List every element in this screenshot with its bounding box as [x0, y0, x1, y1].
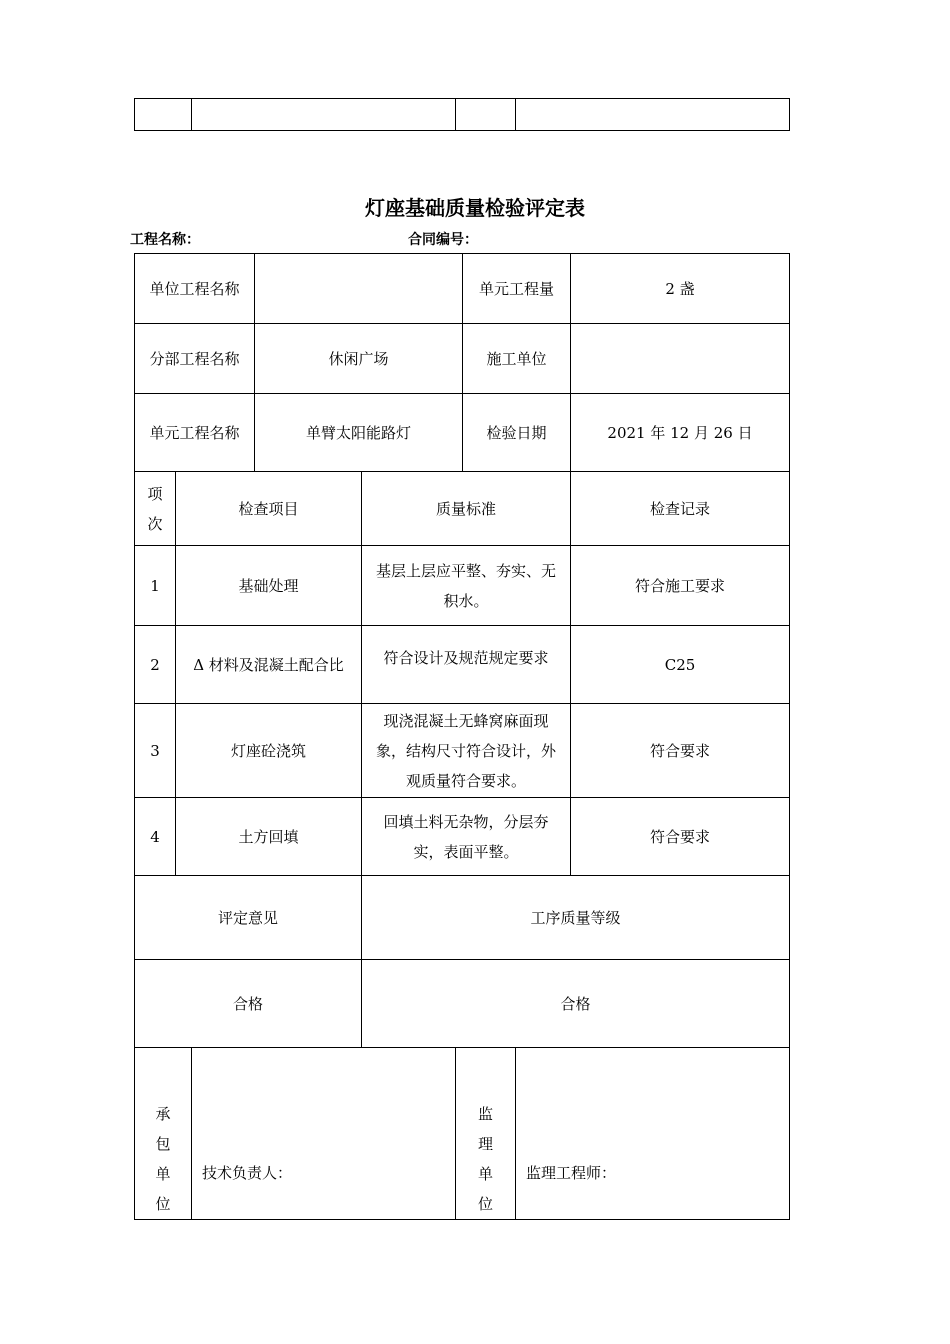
row-record: C25	[571, 626, 790, 704]
contractor-label: 施工单位	[463, 324, 571, 394]
date-value: 2021 年 12 月 26 日	[571, 394, 790, 472]
element-qty-label: 单元工程量	[463, 254, 571, 324]
opinion-value: 合格	[135, 960, 362, 1048]
signature-table	[134, 1047, 790, 1220]
contractor-value	[571, 324, 790, 394]
row-item: 灯座砼浇筑	[176, 704, 362, 798]
row-item: 土方回填	[176, 798, 362, 876]
inspection-table	[134, 253, 790, 1048]
row-no: 2	[135, 626, 176, 704]
table-row	[135, 546, 790, 626]
contractor-unit-label: 承包单位	[135, 1048, 192, 1220]
element-name-label: 单元工程名称	[135, 394, 255, 472]
element-name-value: 单臂太阳能路灯	[255, 394, 463, 472]
row-no: 3	[135, 704, 176, 798]
row-standard: 现浇混凝土无蜂窝麻面现象，结构尺寸符合设计，外观质量符合要求。	[362, 704, 571, 798]
grade-value: 合格	[362, 960, 790, 1048]
empty-cell	[135, 99, 192, 131]
empty-cell	[456, 99, 516, 131]
row-no: 4	[135, 798, 176, 876]
opinion-label: 评定意见	[135, 876, 362, 960]
empty-cell	[192, 99, 456, 131]
date-label: 检验日期	[463, 394, 571, 472]
unit-project-label: 单位工程名称	[135, 254, 255, 324]
row-record: 符合要求	[571, 798, 790, 876]
header-standard: 质量标准	[362, 472, 571, 546]
unit-project-value	[255, 254, 463, 324]
row-standard: 回填土料无杂物，分层夯实，表面平整。	[362, 798, 571, 876]
row-standard: 符合设计及规范规定要求	[362, 626, 571, 704]
table-row	[135, 626, 790, 704]
empty-cell	[516, 99, 790, 131]
row-item: Δ 材料及混凝土配合比	[176, 626, 362, 704]
page-title: 灯座基础质量检验评定表	[365, 196, 585, 220]
row-no: 1	[135, 546, 176, 626]
project-name-label: 工程名称：	[130, 232, 200, 248]
element-qty-value: 2 盏	[571, 254, 790, 324]
grade-label: 工序质量等级	[362, 876, 790, 960]
row-record: 符合要求	[571, 704, 790, 798]
table-row	[135, 704, 790, 798]
header-item: 检查项目	[176, 472, 362, 546]
row-standard: 基层上层应平整、夯实、无积水。	[362, 546, 571, 626]
table-row	[135, 798, 790, 876]
supervisor-unit-label: 监理单位	[456, 1048, 516, 1220]
previous-table-fragment	[134, 98, 790, 131]
supervisor-signature: 监理工程师：	[516, 1048, 790, 1220]
contractor-signature: 技术负责人：	[192, 1048, 456, 1220]
division-value: 休闲广场	[255, 324, 463, 394]
division-label: 分部工程名称	[135, 324, 255, 394]
header-no: 项次	[135, 472, 176, 546]
meta-row	[130, 229, 790, 249]
row-record: 符合施工要求	[571, 546, 790, 626]
row-item: 基础处理	[176, 546, 362, 626]
contract-number-label: 合同编号：	[408, 232, 478, 248]
header-record: 检查记录	[571, 472, 790, 546]
